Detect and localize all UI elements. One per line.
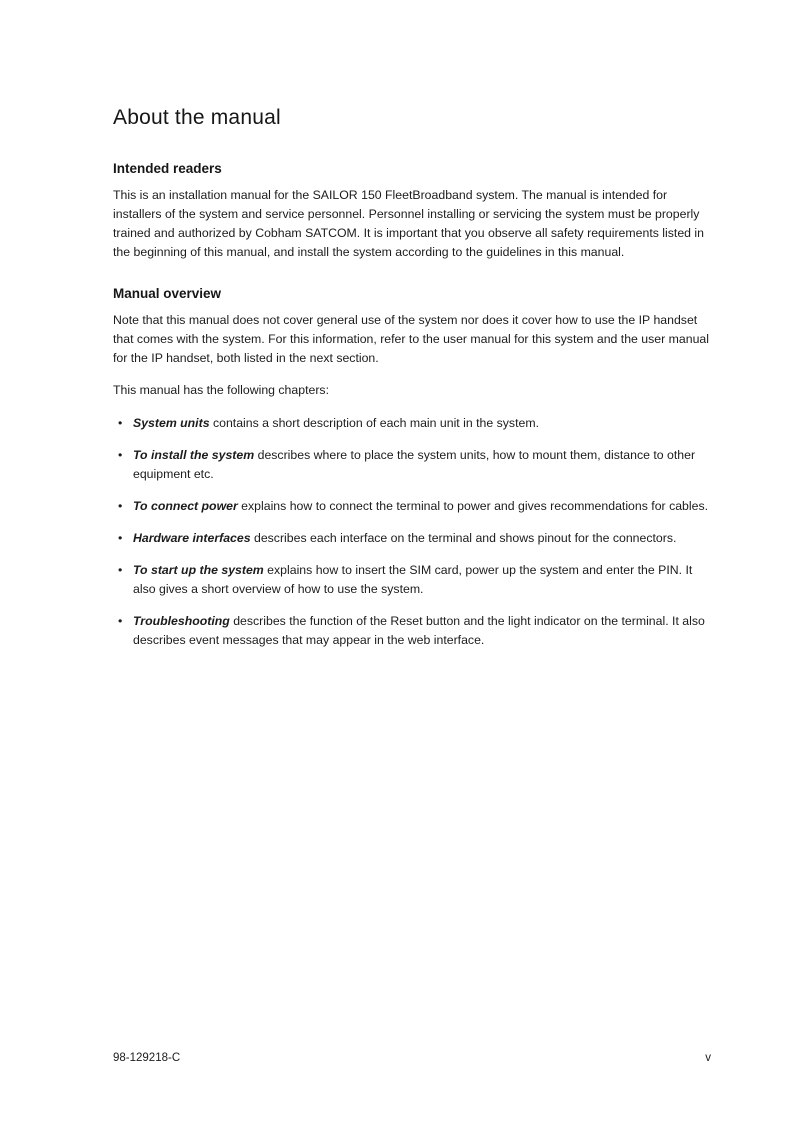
paragraph-intended-readers: This is an installation manual for the SAILOR 150 FleetBroadband system. The manual is intended for installers of the system and service personnel. Personnel installing or servicing the system must be properly trained and authorized by Cobham SATCOM. It is important that you observe all safety requirements listed in the beginning of this manual, and install the system according to the guidelines in this manual. bbox=[113, 188, 704, 259]
chapter-description: describes the function of the Reset button and the light indicator on the terminal. It also describes event messages that may appear in the web interface. bbox=[133, 614, 705, 647]
chapter-name: To install the system bbox=[133, 448, 255, 462]
bullet-dot: • bbox=[118, 416, 123, 430]
list-item-text bbox=[133, 497, 711, 516]
list-item-text bbox=[133, 414, 711, 433]
chapter-description: describes where to place the system units, how to mount them, distance to other equipment etc. bbox=[133, 448, 696, 481]
bullet-dot: • bbox=[118, 448, 123, 462]
section-manual-overview bbox=[113, 286, 711, 650]
page-footer bbox=[113, 1052, 711, 1064]
paragraph-manual-overview-intro: Note that this manual does not cover general use of the system nor does it cover how to use the IP handset that comes with the system. For this information, refer to the user manual for this system and the user manual for the IP handset, both listed in the next section. bbox=[113, 313, 709, 365]
bullet-dot: • bbox=[118, 614, 123, 628]
list-item-text bbox=[133, 529, 711, 548]
chapter-list bbox=[113, 414, 711, 650]
list-item-text bbox=[133, 612, 711, 650]
chapter-description: explains how to insert the SIM card, power up the system and enter the PIN. It also gives a short overview of how to use the system. bbox=[133, 563, 693, 596]
chapter-name: System units bbox=[133, 416, 210, 430]
list-item-to-start-up-the-system bbox=[113, 561, 711, 599]
list-item-system-units bbox=[113, 414, 711, 433]
chapter-description: explains how to connect the terminal to power and gives recommendations for cables. bbox=[237, 499, 709, 513]
chapter-name: To connect power bbox=[133, 499, 238, 513]
bullet-dot: • bbox=[118, 499, 123, 513]
section-heading-manual-overview: Manual overview bbox=[113, 286, 222, 301]
chapter-name: Hardware interfaces bbox=[133, 531, 251, 545]
list-item-text bbox=[133, 446, 711, 484]
page-number: v bbox=[705, 1052, 711, 1064]
chapter-name: Troubleshooting bbox=[133, 614, 230, 628]
document-number: 98-129218-C bbox=[113, 1052, 181, 1064]
paragraph-chapters-lead-in: This manual has the following chapters: bbox=[113, 383, 329, 397]
page-content bbox=[113, 106, 711, 674]
chapter-description: contains a short description of each main unit in the system. bbox=[209, 416, 539, 430]
list-item-hardware-interfaces bbox=[113, 529, 711, 548]
bullet-dot: • bbox=[118, 531, 123, 545]
page-title: About the manual bbox=[113, 106, 281, 129]
list-item-text bbox=[133, 561, 711, 599]
list-item-to-install-the-system bbox=[113, 446, 711, 484]
section-intended-readers bbox=[113, 161, 711, 262]
bullet-dot: • bbox=[118, 563, 123, 577]
section-heading-intended-readers: Intended readers bbox=[113, 161, 222, 176]
list-item-to-connect-power bbox=[113, 497, 711, 516]
list-item-troubleshooting bbox=[113, 612, 711, 650]
chapter-description: describes each interface on the terminal and shows pinout for the connectors. bbox=[250, 531, 677, 545]
chapter-name: To start up the system bbox=[133, 563, 264, 577]
